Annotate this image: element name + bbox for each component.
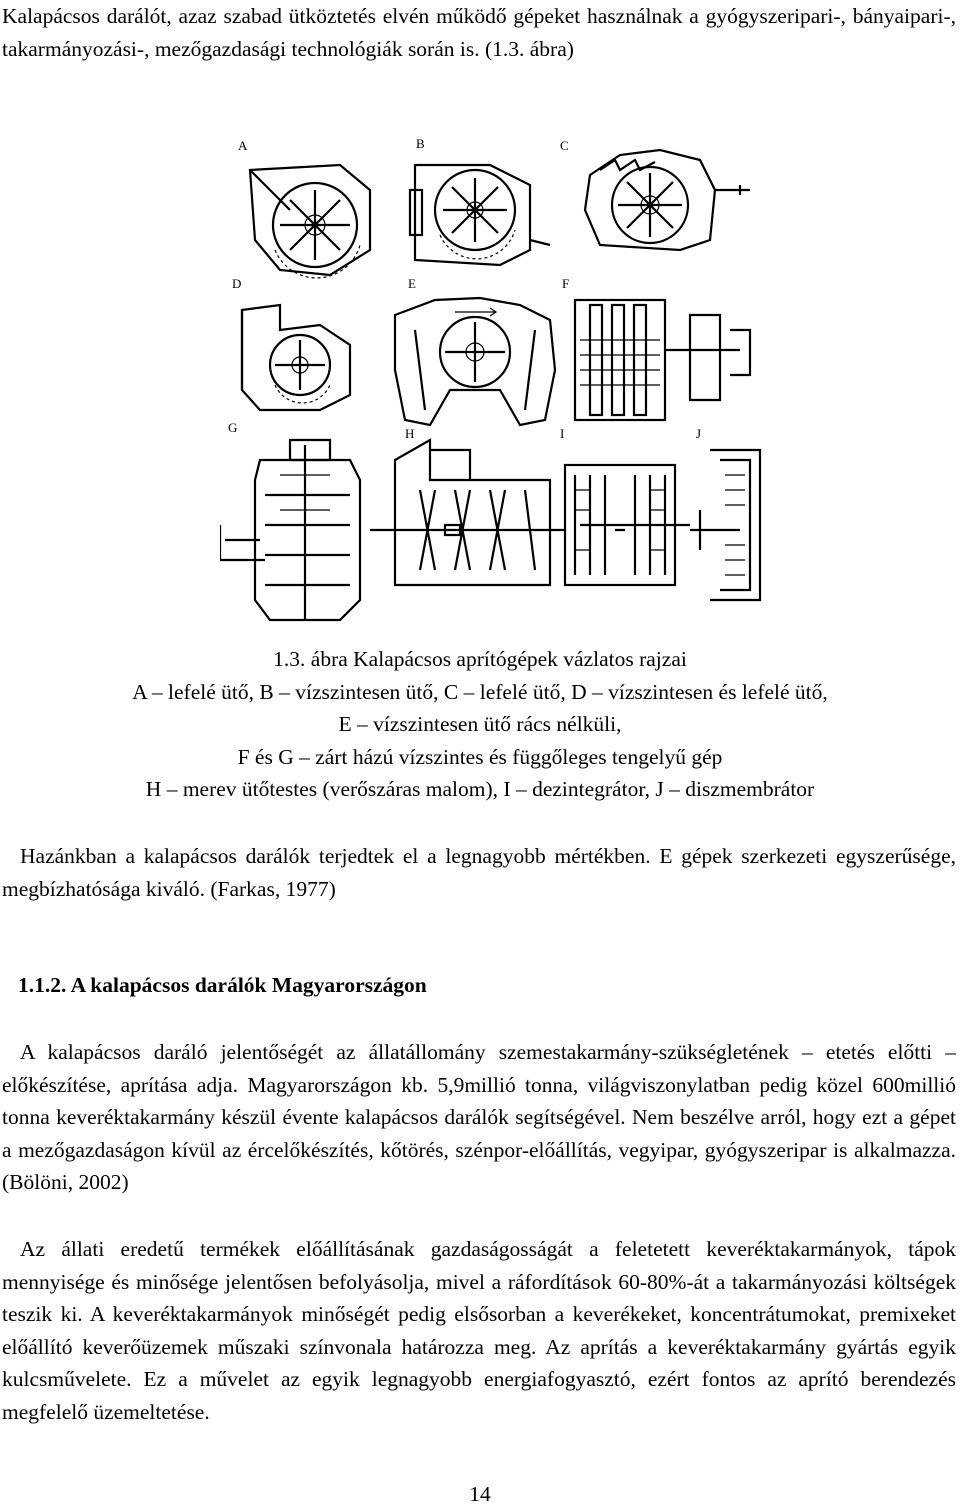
figure-label-a: A [238,138,248,153]
sketch-e [395,298,555,425]
body-paragraph: Hazánkban a kalapácsos darálók terjedtek el a legnagyobb mértékben. E gépek szerkezeti egyszerűsége, megbízhatósága kiváló. (Farkas, 1977) [2,844,956,901]
body-paragraph: Az állati eredetű termékek előállításának gazdaságosságát a feletetett keveréktakarmányok, tápok mennyisége és minősége jelentősen befolyásolja, mivel a ráfordítások 60-80%-át a takarmányozási költségek teszik ki. A keveréktakarmányok minőségét pedig elsősorban a keverékeket, koncentrátumokat, premixeket előállító keverőüzemek műszaki színvonala határozza meg. Az aprítás a keveréktakarmány gyártás egyik kulcsművelete. Ez a művelet az egyik legnagyobb energiafogyasztó, ezért fontos az aprító berendezés megfelelő üzemeltetése. [2,1237,956,1424]
figure-label-f: F [562,276,570,291]
sketch-h [370,440,565,585]
caption-title: 1.3. ábra Kalapácsos aprítógépek vázlatos rajzai [273,647,687,671]
body-paragraph: A kalapácsos daráló jelentőségét az állatállomány szemestakarmány-szükségletének – etetés előtti – előkészítése, aprítása adja. Magyarországon kb. 5,9millió tonna, világviszonylatban pedig közel 600millió tonna keveréktakarmány készül évente kalapácsos darálók segítségével. Nem beszélve arról, hogy ezt a gépet a mezőgazdaságon kívül az ércelőkészítés, kőtörés, szénpor-előállítás, vegyipar, gyógyszeripar is alkalmazza. (Bölöni, 2002) [2,1040,956,1194]
figure-label-h: H [405,426,415,441]
intro-paragraph: Kalapácsos darálót, azaz szabad ütköztetés elvén működő gépeket használnak a gyógyszeripari-, bányaipari-, takarmányozási-, mezőgazdasági technológiák során is. (1.3. ábra) [2,4,956,61]
sketch-c [585,150,750,250]
caption-line: F és G – zárt házú vízszintes és függőleges tengelyű gép [237,744,723,769]
sketch-a [250,165,370,278]
section-heading: 1.1.2. A kalapácsos darálók Magyarországon [18,973,427,997]
sketch-d [242,305,350,410]
sketch-b [410,165,550,265]
figure-label-g: G [228,420,238,435]
figure-caption [0,643,960,806]
figure-label-i: I [560,426,565,441]
caption-line: H – merev ütőtestes (verőszáras malom), I – dezintegrátor, J – diszmembrátor [145,777,815,801]
figure-label-c: C [560,138,569,153]
figure-label-e: E [408,276,416,291]
sketch-g [220,440,360,620]
sketch-f [575,300,750,420]
hammer-mill-figure [220,130,770,628]
figure-label-j: J [696,426,702,441]
figure-label-b: B [416,136,425,151]
page-number: 14 [469,1482,491,1506]
caption-line: E – vízszintesen ütő rács nélküli, [338,712,622,736]
sketch-j [690,450,760,600]
sketch-i [565,465,690,585]
hammer-mill-sketches [220,130,770,628]
figure-label-d: D [232,276,242,291]
caption-line: A – lefelé ütő, B – vízszintesen ütő, C – lefelé ütő, D – vízszintesen és lefelé ütő, [132,679,828,704]
